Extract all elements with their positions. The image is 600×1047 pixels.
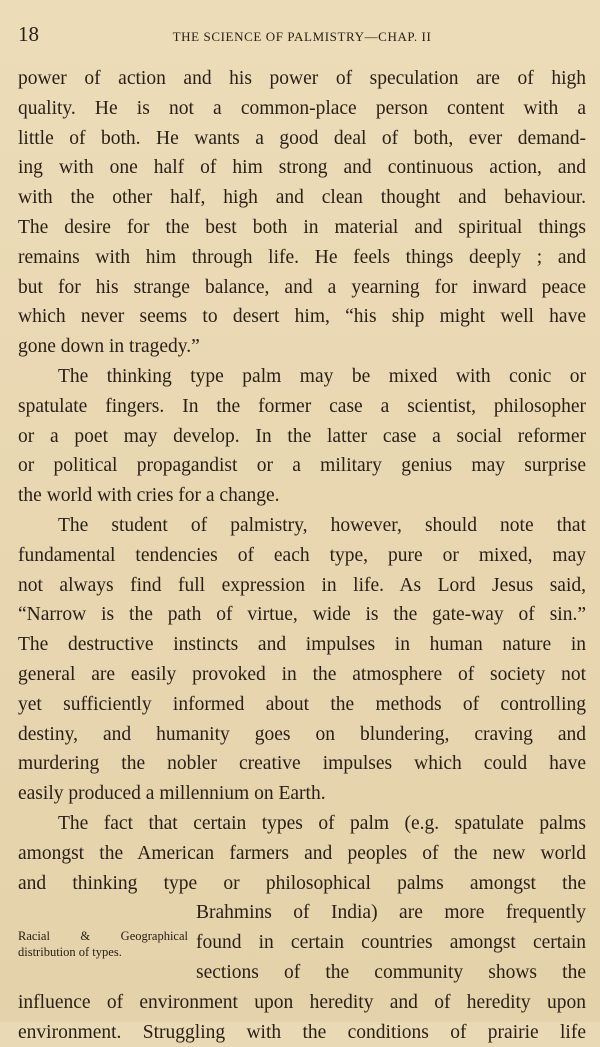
text-line: The fact that certain types of palm (e.g. spatulate palms (18, 809, 586, 839)
text-line: murdering the nobler creative impulses which could have (18, 749, 586, 779)
body-text (18, 64, 586, 1047)
text-line: sections of the community shows the (196, 958, 586, 988)
text-line: environment. Struggling with the conditions of prairie life (18, 1018, 586, 1047)
text-line: the world with cries for a change. (18, 481, 586, 511)
text-line: The destructive instincts and impulses in human nature in (18, 630, 586, 660)
text-line: The thinking type palm may be mixed with conic or (18, 362, 586, 392)
paragraph (18, 64, 586, 362)
running-head: THE SCIENCE OF PALMISTRY—CHAP. II (58, 29, 586, 45)
text-line: The student of palmistry, however, should note that (18, 511, 586, 541)
text-line: or a poet may develop. In the latter case a social reformer (18, 422, 586, 452)
text-line: general are easily provoked in the atmosphere of society not (18, 660, 586, 690)
text-line: remains with him through life. He feels things deeply ; and (18, 243, 586, 273)
text-line: power of action and his power of speculation are of high (18, 64, 586, 94)
sidenote-body (196, 898, 586, 987)
margin-sidenote: Racial & Geographical distribution of types. (18, 898, 196, 960)
text-line: but for his strange balance, and a yearning for inward peace (18, 273, 586, 303)
sidenote-block (18, 898, 586, 987)
text-line: easily produced a millennium on Earth. (18, 779, 586, 809)
text-line: destiny, and humanity goes on blundering, craving and (18, 720, 586, 750)
text-line: amongst the American farmers and peoples of the new world (18, 839, 586, 869)
text-line: little of both. He wants a good deal of both, ever demand- (18, 124, 586, 154)
text-line: and thinking type or philosophical palms amongst the (18, 869, 586, 899)
text-line: fundamental tendencies of each type, pure or mixed, may (18, 541, 586, 571)
text-line: which never seems to desert him, “his ship might well have (18, 302, 586, 332)
text-line: Brahmins of India) are more frequently (196, 898, 586, 928)
text-line: ing with one half of him strong and continuous action, and (18, 153, 586, 183)
text-line: found in certain countries amongst certain (196, 928, 586, 958)
page-number: 18 (18, 22, 58, 47)
paragraph (18, 809, 586, 1047)
text-line: gone down in tragedy.” (18, 332, 586, 362)
page-header (18, 22, 586, 48)
paragraph (18, 511, 586, 809)
text-line: spatulate fingers. In the former case a scientist, philosopher (18, 392, 586, 422)
text-line: yet sufficiently informed about the methods of controlling (18, 690, 586, 720)
text-line: with the other half, high and clean thought and behaviour. (18, 183, 586, 213)
text-line: quality. He is not a common-place person content with a (18, 94, 586, 124)
text-line: The desire for the best both in material and spiritual things (18, 213, 586, 243)
text-line: or political propagandist or a military genius may surprise (18, 451, 586, 481)
text-line: not always find full expression in life. As Lord Jesus said, (18, 571, 586, 601)
paragraph (18, 362, 586, 511)
text-line: “Narrow is the path of virtue, wide is the gate-way of sin.” (18, 600, 586, 630)
text-line: influence of environment upon heredity and of heredity upon (18, 988, 586, 1018)
